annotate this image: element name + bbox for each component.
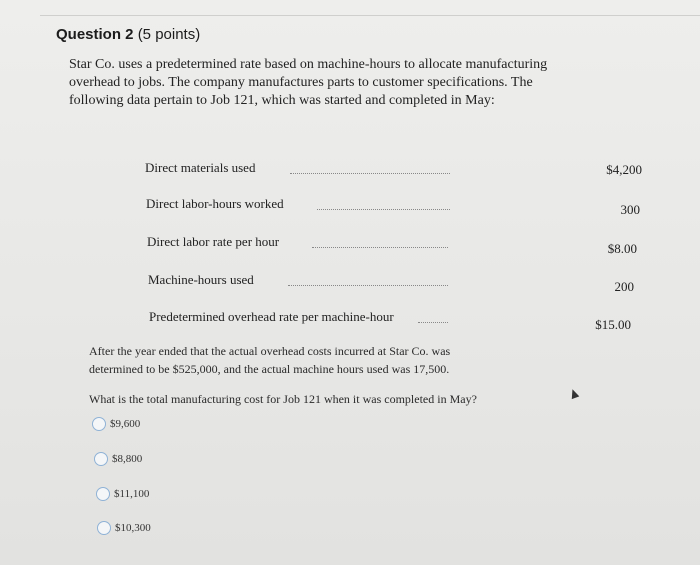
leader-dots <box>290 172 450 174</box>
leader-dots <box>418 321 448 323</box>
leader-dots <box>312 246 448 248</box>
data-row-value: $15.00 <box>595 317 631 332</box>
answer-option-label: $11,100 <box>114 488 150 500</box>
data-row-label: Predetermined overhead rate per machine-hour <box>149 309 394 324</box>
leader-dots <box>288 284 448 286</box>
radio-button[interactable] <box>97 521 111 535</box>
radio-button[interactable] <box>94 452 108 466</box>
data-row-value: $8.00 <box>607 241 637 256</box>
question-title <box>56 26 200 43</box>
answer-option-label: $10,300 <box>115 522 151 534</box>
answer-option[interactable] <box>94 452 142 466</box>
data-row-label: Direct labor rate per hour <box>147 234 280 249</box>
answer-option-label: $9,600 <box>110 418 141 430</box>
question-intro: Star Co. uses a predetermined rate based on machine-hours to allocate manufacturing overhead to jobs. The company manufactures parts to customer specifications. The following data pertain to Job 121, which was started and completed in May: <box>69 57 548 108</box>
question-number: Question 2 <box>56 26 134 43</box>
answer-option[interactable] <box>96 487 149 501</box>
data-row-value: 200 <box>614 279 634 294</box>
question-prompt: What is the total manufacturing cost for Job 121 when it was completed in May? <box>89 392 477 406</box>
after-text-line1: After the year ended that the actual overhead costs incurred at Star Co. was <box>89 344 451 358</box>
data-row-labor-rate <box>0 234 700 254</box>
radio-button[interactable] <box>96 487 110 501</box>
answer-option[interactable] <box>97 521 151 535</box>
question-points: (5 points) <box>137 26 201 43</box>
data-row-machine-hours <box>0 272 700 292</box>
leader-dots <box>317 208 450 210</box>
data-row-value: 300 <box>620 202 640 217</box>
mouse-cursor-icon <box>569 388 580 399</box>
divider <box>40 15 700 16</box>
answer-option-label: $8,800 <box>112 453 143 465</box>
data-row-overhead-rate <box>0 309 700 332</box>
data-row-label: Machine-hours used <box>148 272 254 287</box>
radio-button[interactable] <box>92 417 106 431</box>
data-row-direct-materials <box>0 160 700 180</box>
after-text-line2: determined to be $525,000, and the actual machine hours used was 17,500. <box>89 362 450 376</box>
data-row-value: $4,200 <box>606 162 642 177</box>
data-row-label: Direct materials used <box>145 160 256 175</box>
data-row-labor-hours <box>0 196 700 216</box>
answer-option[interactable] <box>92 417 140 431</box>
data-row-label: Direct labor-hours worked <box>146 196 284 211</box>
